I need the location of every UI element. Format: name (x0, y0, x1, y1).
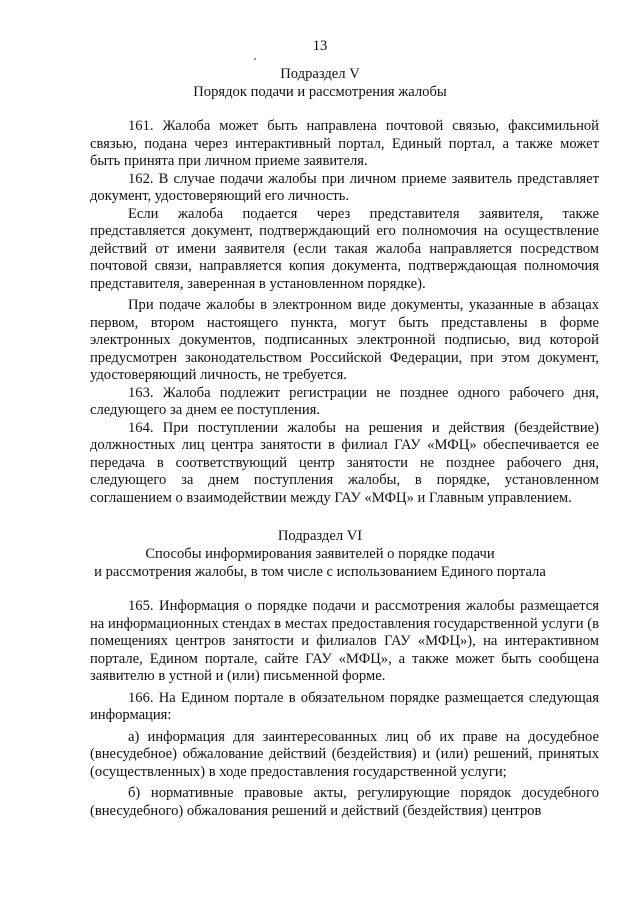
paragraph-164: 164. При поступлении жалобы на решения и действия (бездействие) должностных лиц центра занятости в филиал ГАУ «МФЦ» обеспечивается ее передача в соответствующий центр занятости не позднее рабочего дня, следующего за днем поступления жалобы, в порядке, установленном соглашением о взаимодействии между ГАУ «МФЦ» и Главным управлением. (90, 419, 599, 506)
paragraph-162: 162. В случае подачи жалобы при личном приеме заявитель представляет документ, удостоверяющий его личность. (90, 170, 599, 204)
paragraph-165: 165. Информация о порядке подачи и рассмотрения жалобы размещается на информационных стендах в местах предоставления государственной услуги (в помещениях центров занятости и филиалов ГАУ «МФЦ»), на интерактивном портале, Едином портале, сайте ГАУ «МФЦ», а также может быть сообщена заявителю в устной и (или) письменной форме. (90, 598, 599, 684)
section-6-title: Подраздел VI (277, 528, 363, 544)
paragraph-161: 161. Жалоба может быть направлена почтовой связью, факсимильной связью, подана через интерактивный портал, Единый портал, а также может быть принята при личном приеме заявителя. (90, 118, 599, 169)
paragraph-166: 166. На Едином портале в обязательном порядке размещается следующая информация: (90, 689, 599, 723)
paragraph-162-representative: Если жалоба подается через представителя заявителя, также представляется документ, подтверждающий его полномочия на осуществление действий от имени заявителя (если такая жалоба направляется посредством почтовой связи, направляется копия документа, подтверждающая полномочия представителя, заверенная в установленном порядке). (90, 205, 599, 292)
section-5-title: Подраздел V (280, 66, 360, 82)
page-number: 13 (312, 38, 328, 54)
section-5-subtitle: Порядок подачи и рассмотрения жалобы (193, 84, 447, 100)
scan-speck (254, 58, 256, 60)
paragraph-166-b: б) нормативные правовые акты, регулирующие порядок досудебного (внесудебного) обжалования решений и действий (бездействия) центров (90, 785, 599, 819)
section-6-subtitle-line-2: и рассмотрения жалобы, в том числе с использованием Единого портала (94, 564, 546, 580)
section-6-body (90, 598, 599, 820)
section-6-subtitle-line-1: Способы информирования заявителей о порядке подачи (145, 546, 495, 562)
paragraph-162-electronic: При подаче жалобы в электронном виде документы, указанные в абзацах первом, втором настоящего пункта, могут быть представлены в форме электронных документов, подписанных электронной подписью, вид которой предусмотрен законодательством Российской Федерации, при этом документ, удостоверяющий личность, не требуется. (90, 297, 599, 383)
paragraph-163: 163. Жалоба подлежит регистрации не позднее одного рабочего дня, следующего за днем ее поступления. (90, 384, 599, 418)
paragraph-166-a: а) информация для заинтересованных лиц об их праве на досудебное (внесудебное) обжалование действий (бездействия) и (или) решений, принятых (осуществленных) в ходе предоставления государственной услуги; (90, 728, 599, 780)
section-5-body (90, 118, 599, 507)
